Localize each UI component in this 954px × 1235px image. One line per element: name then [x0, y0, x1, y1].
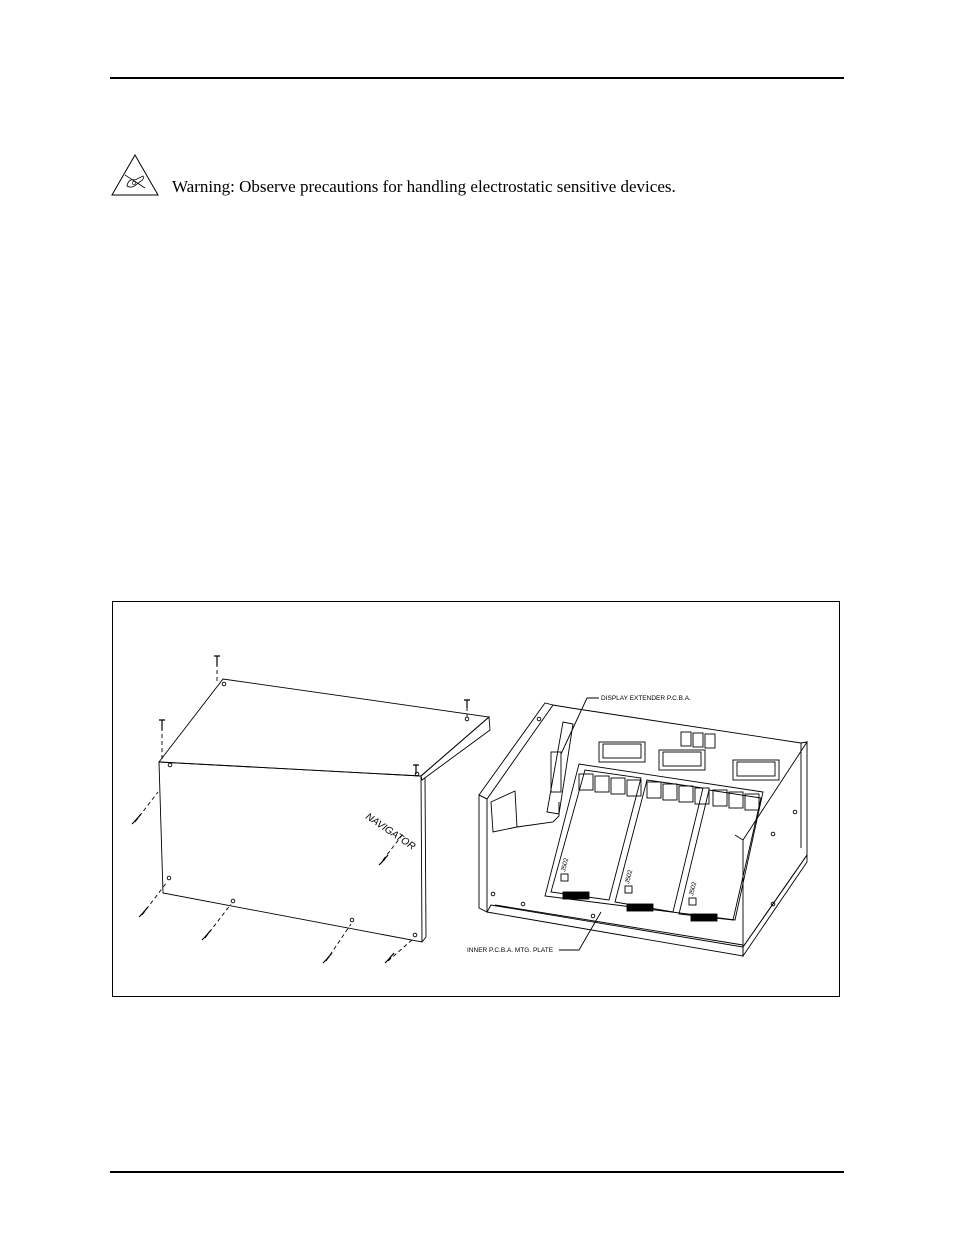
- cover-screws: [132, 656, 470, 963]
- cover-logo: NAVIGATOR: [363, 811, 418, 853]
- board-label-2: J502: [624, 869, 635, 885]
- display-extender-callout: DISPLAY EXTENDER P.C.B.A.: [601, 695, 691, 702]
- enclosure-drawing: [113, 602, 841, 998]
- chassis: [479, 703, 807, 956]
- cover-panel: [159, 679, 490, 942]
- board-label-3: J502: [688, 881, 699, 897]
- display-extender-leader: [561, 698, 599, 754]
- warning-text: Warning: Observe precautions for handling electrostatic sensitive devices.: [172, 177, 676, 196]
- enclosure-exploded-figure: [112, 601, 840, 997]
- esd-warning-icon: [110, 153, 160, 197]
- header-rule: [110, 77, 844, 79]
- inner-plate-callout: INNER P.C.B.A. MTG. PLATE: [467, 947, 554, 954]
- board-label-1: J502: [560, 857, 571, 873]
- footer-rule: [110, 1171, 844, 1173]
